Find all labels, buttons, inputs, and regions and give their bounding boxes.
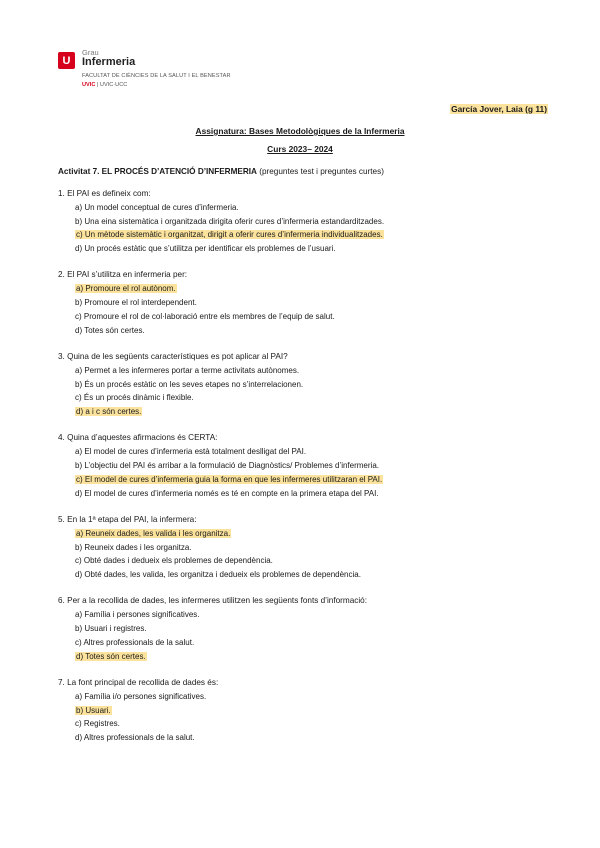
logo-degree-name: Infermeria bbox=[82, 56, 136, 68]
answer-option bbox=[75, 445, 558, 459]
answer-option bbox=[75, 690, 558, 704]
answer-text: a) Família i persones significatives. bbox=[75, 610, 200, 620]
answer-text-highlighted: d) a i c són certes. bbox=[76, 407, 142, 417]
answer-text: b) L’objectiu del PAI és arribar a la formulació de Diagnòstics/ Problemes d’infermeria. bbox=[75, 461, 379, 471]
logo-degree-label: Grau bbox=[82, 48, 99, 57]
answer-option bbox=[75, 650, 558, 664]
answer-option bbox=[75, 215, 558, 229]
answer-option bbox=[75, 391, 558, 405]
answer-option bbox=[75, 568, 558, 582]
answer-text: c) Obté dades i dedueix els problemes de dependència. bbox=[75, 556, 273, 566]
question-text: 7. La font principal de recollida de dades és: bbox=[58, 677, 219, 687]
answer-text-highlighted: c) Un mètode sistemàtic i organitzat, dirigit a oferir cures d’infermeria individualitzades. bbox=[76, 230, 383, 240]
answer-text: c) Registres. bbox=[75, 719, 120, 729]
answer-option bbox=[75, 731, 558, 745]
logo-university bbox=[82, 82, 127, 88]
answer-option bbox=[75, 296, 558, 310]
course-line bbox=[0, 144, 600, 154]
question-block bbox=[58, 350, 558, 419]
subject-title: Assignatura: Bases Metodològiques de la Infermeria bbox=[195, 126, 405, 136]
subject-line bbox=[0, 126, 600, 136]
question-text: 3. Quina de les següents característiques es pot aplicar al PAI? bbox=[58, 351, 288, 361]
question-block bbox=[58, 594, 558, 663]
answer-option bbox=[75, 378, 558, 392]
answer-option bbox=[75, 228, 558, 242]
answer-option bbox=[75, 487, 558, 501]
answer-text: a) Família i/o persones significatives. bbox=[75, 691, 207, 701]
answer-option bbox=[75, 282, 558, 296]
activity-title: Activitat 7. EL PROCÉS D’ATENCIÓ D’INFERMERIA bbox=[58, 167, 257, 176]
answer-text: a) El model de cures d’infermeria està totalment deslligat del PAI. bbox=[75, 447, 307, 457]
answer-text: b) Usuari i registres. bbox=[75, 624, 147, 634]
answer-option bbox=[75, 622, 558, 636]
answer-text-highlighted: a) Reuneix dades, les valida i les organitza. bbox=[76, 528, 231, 538]
answer-text-highlighted: c) El model de cures d’infermeria guia la forma en que les infermeres utilitzaran el PAI. bbox=[76, 474, 383, 484]
answer-option bbox=[75, 364, 558, 378]
activity-heading bbox=[58, 167, 384, 176]
answer-text: b) Una eina sistemàtica i organitzada dirigita oferir cures d’infermeria estandarditzades. bbox=[75, 216, 385, 226]
question-block bbox=[58, 431, 558, 500]
answer-text: d) Obté dades, les valida, les organitza i dedueix els problemes de dependència. bbox=[75, 570, 361, 580]
logo-uvic-rest: | UVIC·UCC bbox=[95, 82, 128, 88]
answer-text: d) Altres professionals de la salut. bbox=[75, 733, 195, 743]
author-name: García Jover, Laia (g 11) bbox=[451, 104, 547, 114]
answer-text: d) Totes són certes. bbox=[75, 325, 145, 335]
answer-option bbox=[75, 242, 558, 256]
answer-text-highlighted: a) Promoure el rol autònom. bbox=[76, 284, 176, 294]
answer-option bbox=[75, 527, 558, 541]
course-title: Curs 2023– 2024 bbox=[267, 144, 333, 154]
answer-text: d) Un procés estàtic que s’utilitza per identificar els problemes de l’usuari. bbox=[75, 244, 336, 254]
answer-text: c) Promoure el rol de col·laboració entre els membres de l’equip de salut. bbox=[75, 311, 335, 321]
answer-option bbox=[75, 473, 558, 487]
answer-option bbox=[75, 324, 558, 338]
answer-option bbox=[75, 459, 558, 473]
question-block bbox=[58, 676, 558, 745]
question-text: 6. Per a la recollida de dades, les infermeres utilitzen les següents fonts d’informació: bbox=[58, 596, 368, 606]
answer-option bbox=[75, 636, 558, 650]
question-list bbox=[58, 187, 558, 757]
answer-option bbox=[75, 541, 558, 555]
question-block bbox=[58, 513, 558, 582]
logo-faculty: FACULTAT DE CIÈNCIES DE LA SALUT I EL BENESTAR bbox=[82, 73, 231, 79]
answer-text-highlighted: b) Usuari. bbox=[76, 705, 111, 715]
answer-option bbox=[75, 554, 558, 568]
answer-option bbox=[75, 608, 558, 622]
logo-uvic-red: UVIC bbox=[82, 82, 96, 88]
answer-text: a) Un model conceptual de cures d’infermeria. bbox=[75, 202, 239, 212]
question-block bbox=[58, 187, 558, 256]
answer-option bbox=[75, 201, 558, 215]
answer-text: c) Altres professionals de la salut. bbox=[75, 637, 195, 647]
uvic-logo-icon: U bbox=[58, 52, 75, 69]
answer-option bbox=[75, 310, 558, 324]
answer-option bbox=[75, 704, 558, 718]
answer-option bbox=[75, 405, 558, 419]
activity-note: (preguntes test i preguntes curtes) bbox=[256, 167, 384, 176]
question-text: 1. El PAI es defineix com: bbox=[58, 189, 151, 198]
answer-text: d) El model de cures d’infermeria només es té en compte en la primera etapa del PAI. bbox=[75, 488, 379, 498]
question-text: 4. Quina d’aquestes afirmacions és CERTA: bbox=[58, 433, 218, 443]
answer-text: b) Promoure el rol interdependent. bbox=[75, 298, 197, 308]
question-block bbox=[58, 268, 558, 337]
question-text: 2. El PAI s’utilitza en infermeria per: bbox=[58, 270, 188, 280]
university-logo bbox=[58, 48, 258, 98]
answer-text: b) Reuneix dades i les organitza. bbox=[75, 542, 192, 552]
answer-text-highlighted: d) Totes són certes. bbox=[76, 651, 146, 661]
answer-text: b) És un procés estàtic on les seves etapes no s’interrelacionen. bbox=[75, 379, 304, 389]
question-text: 5. En la 1ª etapa del PAI, la infermera: bbox=[58, 514, 197, 524]
answer-text: a) Permet a les infermeres portar a terme activitats autònomes. bbox=[75, 365, 300, 375]
answer-option bbox=[75, 717, 558, 731]
answer-text: c) És un procés dinàmic i flexible. bbox=[75, 393, 194, 403]
